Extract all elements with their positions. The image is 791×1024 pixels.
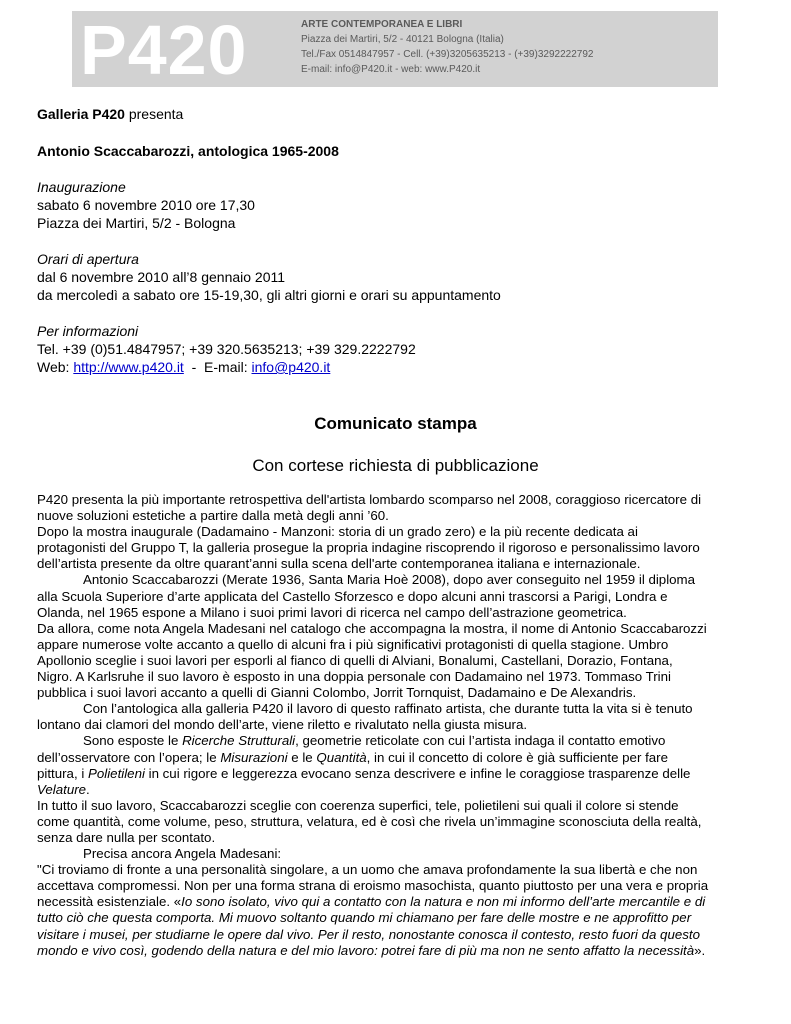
intro-line xyxy=(37,105,183,123)
body-text: Antonio Scaccabarozzi (Merate 1936, Santa Maria Hoè 2008), dopo aver conseguito nel 1959 il diploma xyxy=(83,572,696,588)
artwork-series-title: Ricerche Strutturali xyxy=(182,733,296,749)
artwork-series-title: Misurazioni xyxy=(220,749,288,765)
body-text: ». xyxy=(694,942,706,958)
body-line xyxy=(37,846,757,862)
hours-section xyxy=(37,250,501,304)
web-label: Web: xyxy=(37,359,74,375)
letterhead-contact xyxy=(301,17,593,77)
body-line: Apollonio sceglie i suoi lavori per esporli al fianco di quelli di Alviani, Bonalumi, Castellani, Dorazio, Fontana, xyxy=(37,652,673,668)
body-line: protagonisti del Gruppo T, la galleria prosegue la propria indagine riscoprendo il rigoroso e personalissimo lavoro xyxy=(37,540,700,556)
body-text: e le xyxy=(287,749,317,765)
body-line: tutto ciò che questa comporta. Mi muovo soltanto quando mi chiamano per fare delle mostre e ne approfitto per xyxy=(37,910,692,926)
body-line: In tutto il suo lavoro, Scaccabarozzi sceglie con coerenza superfici, tele, polietileni sui quali il colore si stende xyxy=(37,797,679,813)
body-text: Sono esposte le xyxy=(83,733,183,749)
info-phones: Tel. +39 (0)51.4847957; +39 320.5635213; +39 329.2222792 xyxy=(37,341,416,357)
artwork-series-title: Polietileni xyxy=(88,765,145,781)
body-line: nuove soluzioni estetiche a partire dalla metà degli anni ’60. xyxy=(37,508,389,524)
letterhead-tagline: ARTE CONTEMPORANEA E LIBRI xyxy=(301,19,463,30)
body-line: "Ci troviamo di fronte a una personalità singolare, a un uomo che amava profondamente la sua libertà e che non xyxy=(37,862,698,878)
body-line: senza dare nulla per scontato. xyxy=(37,829,216,845)
body-text: . xyxy=(86,781,90,797)
gallery-name: Galleria P420 xyxy=(37,106,125,122)
body-line: dell’artista presente da oltre quarant’anni sulla scena dell'arte contemporanea italiana e internazionale. xyxy=(37,556,641,572)
body-text: Precisa ancora Angela Madesani: xyxy=(83,846,282,862)
body-line: visitare i musei, per studiarne le opere dal vivo. Per il resto, nonostante conosca il contesto, resto fuori da questo xyxy=(37,926,700,942)
body-line: come quantità, come volume, peso, struttura, velatura, ed è così che rivela un’immagine sconosciuta della realtà, xyxy=(37,813,702,829)
letterhead-email-web: E-mail: info@P420.it - web: www.P420.it xyxy=(301,64,481,75)
body-line xyxy=(37,750,757,766)
letterhead-address: Piazza dei Martiri, 5/2 - 40121 Bologna (Italia) xyxy=(301,34,504,45)
body-line xyxy=(37,701,757,717)
publication-request-heading: Con cortese richiesta di pubblicazione xyxy=(252,456,539,475)
body-line xyxy=(37,766,757,782)
body-line: Olanda, nel 1965 espone a Milano i suoi primi lavori di ricerca nel campo dell’astrazione geometrica. xyxy=(37,604,627,620)
body-line xyxy=(37,943,757,959)
body-line xyxy=(37,782,757,798)
letterhead-phones: Tel./Fax 0514847957 - Cell. (+39)3205635213 - (+39)3292222792 xyxy=(301,49,594,60)
email-link[interactable]: info@p420.it xyxy=(251,359,331,375)
gallery-logo: P420 xyxy=(80,11,248,87)
info-web-email xyxy=(37,358,416,376)
exhibition-title: Antonio Scaccabarozzi, antologica 1965-2008 xyxy=(37,143,339,159)
body-line: Nigro. A Karlsruhe il suo lavoro è esposto in una doppia personale con Dadamaino nel 1973. Tommaso Trini xyxy=(37,669,671,685)
press-release-body xyxy=(37,492,757,959)
body-line: alla Scuola Superiore d’arte applicata del Castello Sforzesco e dopo alcuni anni trascorsi a Parigi, Londra e xyxy=(37,588,668,604)
body-line: appare numerose volte accanto a quello di alcuni fra i più significativi protagonisti di quella stagione. Umbro xyxy=(37,636,669,652)
body-line: pubblica i suoi lavori accanto a quelli di Gianni Colombo, Jorrit Tornquist, Dadamaino e De Alexandris. xyxy=(37,685,637,701)
artwork-series-title: Quantità xyxy=(316,749,367,765)
body-text: , geometrie reticolate con cui l’artista indaga il contatto emotivo xyxy=(295,733,666,749)
body-line: accettava compromessi. Non per una forma strana di eroismo masochista, quanto piuttosto per una vera e propria xyxy=(37,878,709,894)
quote-text: mondo e vivo così, godendo della natura e del mio lavoro: potrei fare di più ma non ne sento affatto la necessità xyxy=(37,942,695,958)
quote-text: Io sono isolato, vivo qui a contatto con la natura e non mi informo dell’arte mercantile e di xyxy=(181,894,706,910)
opening-place: Piazza dei Martiri, 5/2 - Bologna xyxy=(37,215,236,231)
body-text: Con l’antologica alla galleria P420 il lavoro di questo raffinato artista, che durante tutta la vita si è tenuto xyxy=(83,701,693,717)
opening-date: sabato 6 novembre 2010 ore 17,30 xyxy=(37,197,255,213)
body-line xyxy=(37,572,757,588)
website-link[interactable]: http://www.p420.it xyxy=(73,359,184,375)
presenta-text: presenta xyxy=(124,106,184,122)
body-line: Da allora, come nota Angela Madesani nel catalogo che accompagna la mostra, il nome di Antonio Scaccabarozzi xyxy=(37,620,707,636)
body-text: dell’osservatore con l’opera; le xyxy=(37,749,221,765)
letterhead-banner xyxy=(72,11,718,87)
email-label: - E-mail: xyxy=(183,359,252,375)
info-section xyxy=(37,322,416,376)
body-line: P420 presenta la più importante retrospettiva dell'artista lombardo scomparso nel 2008, coraggioso ricercatore di xyxy=(37,492,702,507)
info-label: Per informazioni xyxy=(37,323,139,339)
hours-schedule: da mercoledì a sabato ore 15-19,30, gli altri giorni e orari su appuntamento xyxy=(37,287,501,303)
hours-label: Orari di apertura xyxy=(37,251,139,267)
body-text: pittura, i xyxy=(37,765,88,781)
opening-label: Inaugurazione xyxy=(37,179,126,195)
body-line: lontano dai clamori del mondo dell’arte, viene riletto e rivalutato nella giusta misura. xyxy=(37,717,528,733)
artwork-series-title: Velature xyxy=(37,781,87,797)
opening-section xyxy=(37,178,255,232)
body-text: in cui rigore e leggerezza evocano senza descrivere e infine le coraggiose trasparenze delle xyxy=(144,765,691,781)
body-line xyxy=(37,894,757,910)
body-text: , in cui il concetto di colore è già sufficiente per fare xyxy=(366,749,668,765)
body-line xyxy=(37,733,757,749)
body-line: Dopo la mostra inaugurale (Dadamaino - Manzoni: storia di un grado zero) e la più recente dedicata ai xyxy=(37,524,638,540)
hours-period: dal 6 novembre 2010 all’8 gennaio 2011 xyxy=(37,269,286,285)
press-release-heading: Comunicato stampa xyxy=(314,414,477,433)
body-text: necessità esistenziale. « xyxy=(37,894,182,910)
